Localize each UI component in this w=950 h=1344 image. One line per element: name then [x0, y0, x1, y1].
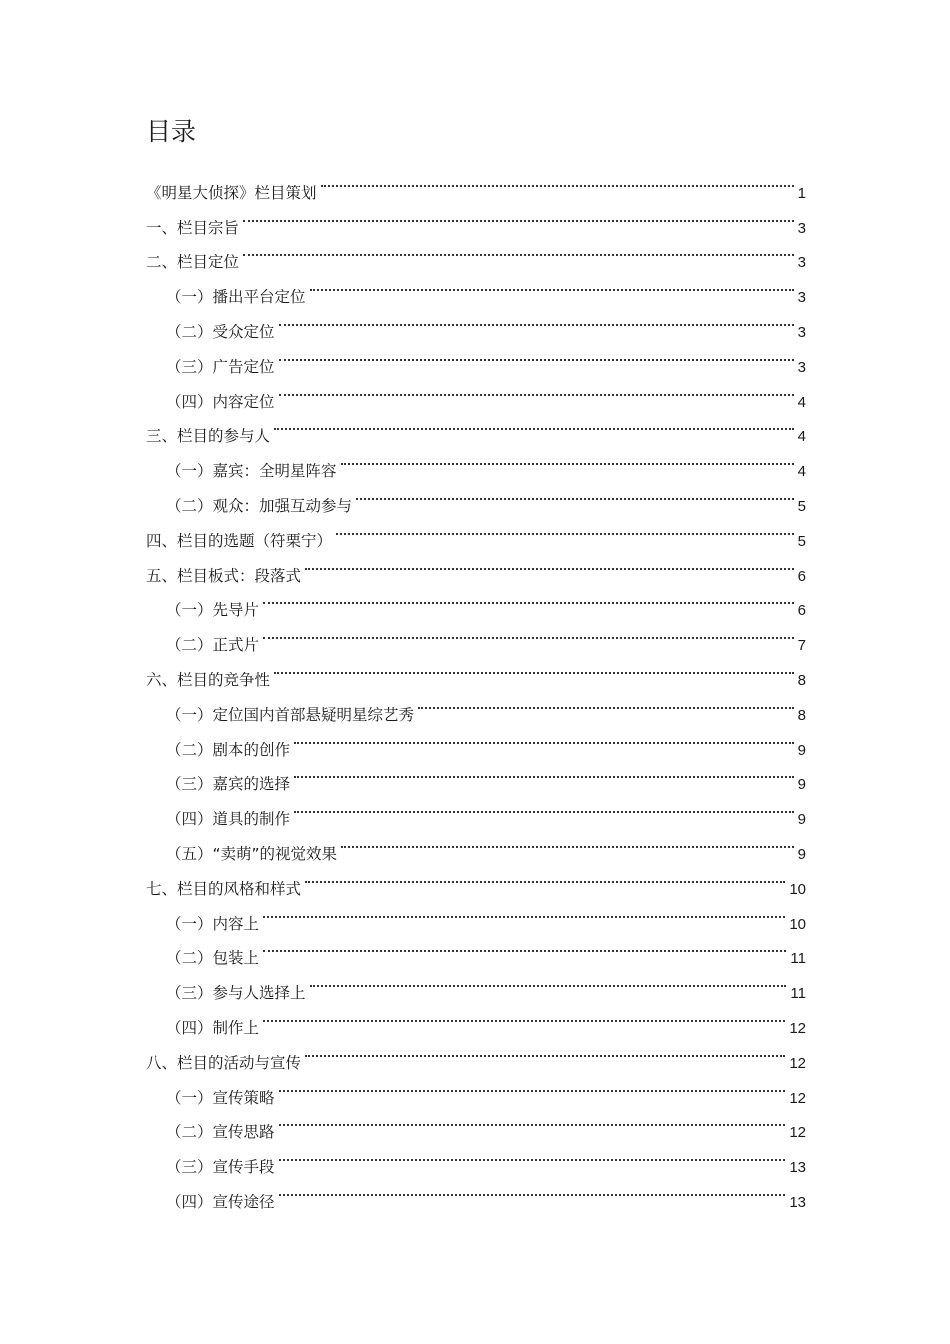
toc-entry-text: （一）先导片	[166, 601, 260, 620]
toc-entry-page-number: 13	[789, 1193, 806, 1211]
toc-entry[interactable]	[146, 233, 806, 272]
toc-entry[interactable]	[146, 1068, 806, 1107]
toc-entry-page-number: 13	[789, 1159, 806, 1177]
toc-entry[interactable]	[146, 302, 806, 341]
dot-leader	[279, 337, 794, 372]
dot-leader	[356, 476, 794, 511]
toc-entry[interactable]	[146, 267, 806, 307]
toc-entry-text: （三）宣传手段	[166, 1158, 275, 1177]
dot-leader	[418, 685, 794, 720]
toc-entry[interactable]	[146, 511, 806, 550]
dot-leader	[279, 1068, 786, 1103]
toc-entry-page-number: 5	[797, 532, 806, 550]
dot-leader	[279, 372, 794, 407]
toc-entry[interactable]	[146, 894, 806, 933]
dot-leader	[294, 789, 794, 824]
toc-entry-text: 《明星大侦探》栏目策划	[146, 183, 317, 202]
toc-entry-page-number: 3	[797, 323, 806, 341]
toc-entry-page-number: 7	[797, 637, 806, 655]
toc-entry[interactable]	[146, 650, 806, 689]
dot-leader	[274, 407, 794, 442]
toc-entry[interactable]	[146, 1172, 806, 1211]
toc-entry[interactable]	[146, 407, 806, 446]
toc-entry-page-number: 6	[797, 567, 806, 585]
toc-entry-page-number: 12	[789, 1054, 806, 1072]
dot-leader	[274, 650, 794, 685]
toc-entry-page-number: 4	[797, 393, 806, 411]
toc-entry-text: 一、栏目宗旨	[146, 218, 240, 237]
toc-entry-page-number: 4	[797, 463, 806, 481]
toc-entry-page-number: 12	[789, 1019, 806, 1037]
toc-entry-text: （三）广告定位	[166, 357, 275, 376]
dot-leader	[294, 720, 794, 755]
toc-entry-text: 五、栏目板式：段落式	[146, 566, 302, 585]
toc-entry-page-number: 12	[789, 1124, 806, 1142]
toc-entry-text: （一）播出平台定位	[166, 288, 306, 307]
toc-entry[interactable]	[146, 824, 806, 863]
toc-entry-page-number: 3	[797, 289, 806, 307]
toc-entry[interactable]	[146, 1033, 806, 1072]
toc-entry-text: （三）嘉宾的选择	[166, 775, 291, 794]
toc-entry[interactable]	[146, 581, 806, 620]
toc-entry[interactable]	[146, 685, 806, 724]
dot-leader	[263, 998, 785, 1033]
toc-entry-page-number: 3	[797, 254, 806, 272]
toc-entry-page-number: 9	[797, 776, 806, 794]
dot-leader	[294, 755, 794, 790]
dot-leader	[243, 233, 794, 268]
toc-entry[interactable]	[146, 441, 806, 481]
toc-entry[interactable]	[146, 755, 806, 794]
toc-title: 目录	[146, 117, 197, 146]
toc-entry-text: （二）宣传思路	[166, 1123, 275, 1142]
dot-leader	[341, 824, 794, 859]
toc-entry[interactable]	[146, 198, 806, 237]
toc-entry-text: （一）宣传策略	[166, 1088, 275, 1107]
toc-entry-text: （二）观众：加强互动参与	[166, 496, 353, 515]
toc-entry[interactable]	[146, 1137, 806, 1177]
toc-entry[interactable]	[146, 998, 806, 1037]
toc-entry-page-number: 6	[797, 602, 806, 620]
toc-entry-text: （一）定位国内首部悬疑明星综艺秀	[166, 705, 415, 724]
toc-entry[interactable]	[146, 476, 806, 515]
toc-entry-page-number: 11	[790, 950, 806, 968]
toc-entry-page-number: 1	[797, 184, 806, 202]
toc-entry-text: 八、栏目的活动与宣传	[146, 1053, 302, 1072]
toc-entry-text: （四）宣传途径	[166, 1192, 275, 1211]
toc-list	[146, 163, 806, 1211]
toc-entry-text: （四）道具的制作	[166, 810, 291, 829]
toc-entry-text: （一）嘉宾：全明星阵容	[166, 462, 337, 481]
dot-leader	[321, 163, 794, 198]
dot-leader	[263, 894, 785, 929]
toc-entry-page-number: 12	[789, 1089, 806, 1107]
toc-entry-text: 七、栏目的风格和样式	[146, 879, 302, 898]
toc-entry-text: （五）“卖萌”的视觉效果	[166, 844, 338, 863]
toc-entry[interactable]	[146, 337, 806, 376]
dot-leader	[341, 441, 794, 476]
dot-leader	[305, 1033, 785, 1068]
toc-entry-page-number: 9	[797, 811, 806, 829]
dot-leader	[305, 859, 785, 894]
toc-entry[interactable]	[146, 963, 806, 1003]
dot-leader	[263, 615, 794, 650]
toc-entry-page-number: 9	[797, 845, 806, 863]
toc-entry-text: 三、栏目的参与人	[146, 427, 271, 446]
toc-entry-page-number: 9	[797, 741, 806, 759]
toc-entry-text: （四）制作上	[166, 1018, 260, 1037]
toc-entry[interactable]	[146, 163, 806, 202]
toc-entry-page-number: 10	[789, 915, 806, 933]
toc-entry[interactable]	[146, 789, 806, 829]
toc-entry[interactable]	[146, 859, 806, 898]
toc-entry-text: 二、栏目定位	[146, 253, 240, 272]
toc-entry-page-number: 5	[797, 497, 806, 515]
toc-entry-text: （一）内容上	[166, 914, 260, 933]
toc-entry[interactable]	[146, 615, 806, 655]
dot-leader	[263, 581, 794, 616]
toc-entry-page-number: 4	[797, 428, 806, 446]
toc-entry[interactable]	[146, 720, 806, 759]
toc-entry[interactable]	[146, 929, 806, 968]
toc-entry-page-number: 11	[790, 985, 806, 1003]
toc-entry-text: 六、栏目的竞争性	[146, 670, 271, 689]
dot-leader	[279, 302, 794, 337]
toc-entry-page-number: 10	[789, 880, 806, 898]
toc-entry-page-number: 3	[797, 219, 806, 237]
toc-entry[interactable]	[146, 1103, 806, 1142]
dot-leader	[310, 267, 794, 302]
dot-leader	[310, 963, 787, 998]
dot-leader	[263, 929, 786, 964]
dot-leader	[336, 511, 794, 546]
toc-entry-page-number: 8	[797, 706, 806, 724]
toc-entry-text: （四）内容定位	[166, 392, 275, 411]
toc-entry-text: （二）受众定位	[166, 322, 275, 341]
toc-entry-text: （三）参与人选择上	[166, 984, 306, 1003]
toc-entry-text: （二）正式片	[166, 636, 260, 655]
toc-entry[interactable]	[146, 372, 806, 411]
dot-leader	[305, 546, 794, 581]
dot-leader	[279, 1172, 786, 1207]
dot-leader	[243, 198, 794, 233]
toc-entry-page-number: 8	[797, 671, 806, 689]
toc-entry-text: （二）剧本的创作	[166, 740, 291, 759]
dot-leader	[279, 1137, 786, 1172]
toc-entry-text: （二）包装上	[166, 949, 260, 968]
toc-entry-text: 四、栏目的选题（符栗宁）	[146, 531, 333, 550]
toc-entry-page-number: 3	[797, 358, 806, 376]
toc-entry[interactable]	[146, 546, 806, 585]
dot-leader	[279, 1103, 786, 1138]
